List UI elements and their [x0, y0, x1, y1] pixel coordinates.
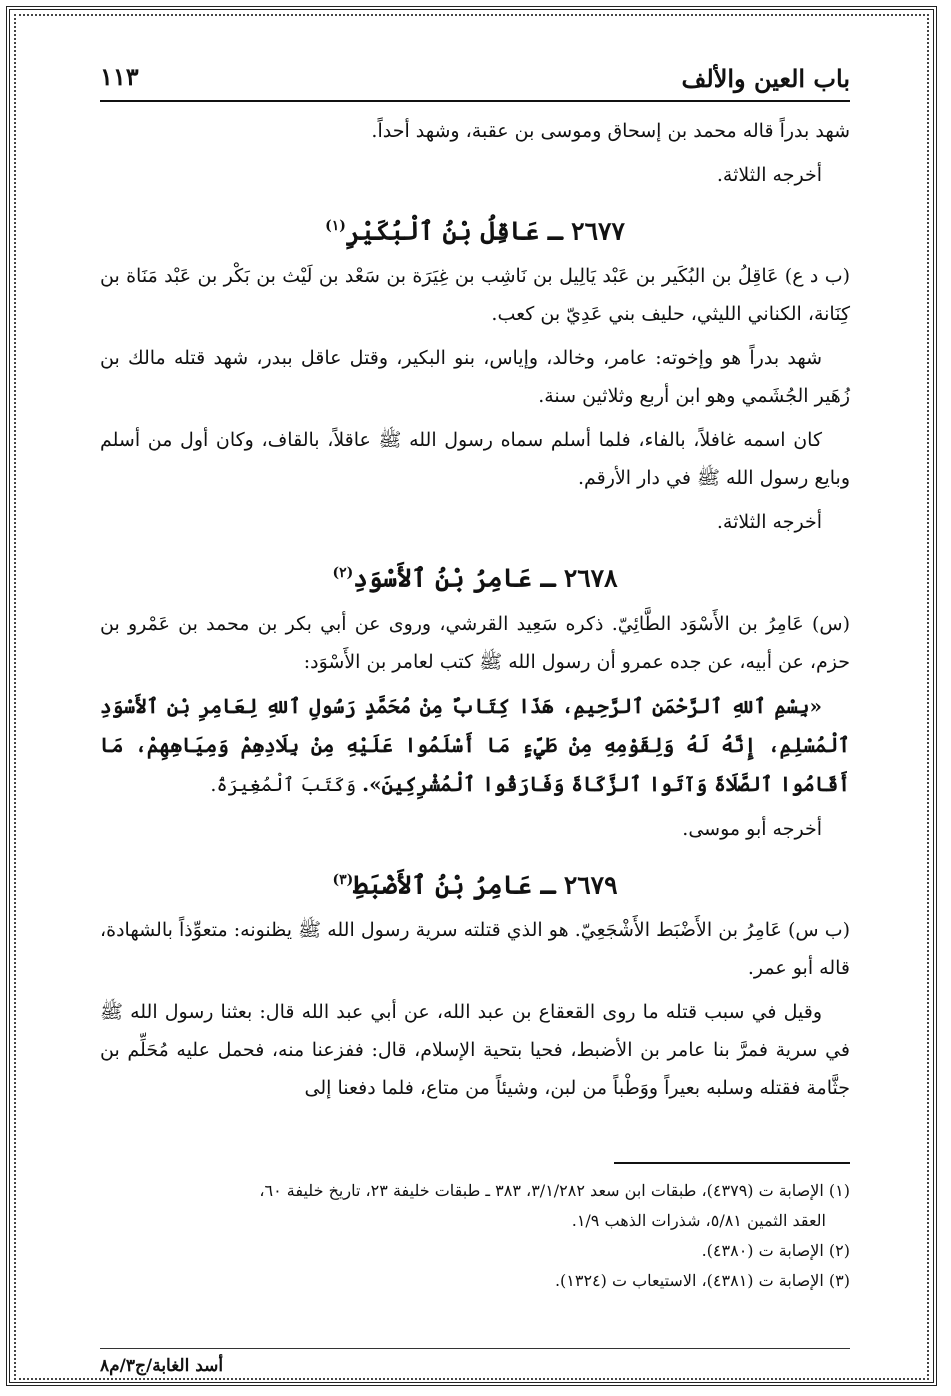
printer-signature: أسد الغابة/ج٣/م٨: [100, 1356, 224, 1376]
entry-title-text: ٢٦٧٧ ـ عَاقِلُ بْنُ ٱلْبُكَيْرِ: [345, 216, 625, 246]
letter-text: «بِسْمِ ٱللهِ ٱلرَّحْمَنِ ٱلرَّحِيمِ، هَذَا كِتَابٌ مِنْ مُحَمَّدٍ رَسُولِ ٱللهِ لِعَامِرِ بْنِ ٱلأَسْوَدِ ٱلْمُسْلِمِ، إِنَّهُ لَهُ وَلِقَوْمِهِ مِنْ طَيِّءٍ مَا أَسْلَمُوا عَلَيْهِ مِنْ بِلَادِهِمْ وَمِيَاهِهِمْ، مَا أَقَامُوا ٱلصَّلَاةَ وَآتَوا ٱلزَّكَاةَ وَفَارَقُوا ٱلْمُشْرِكِينَ».: [100, 693, 850, 796]
entry-closing: أخرجه أبو موسى.: [682, 817, 822, 840]
running-title: باب العين والألف: [681, 64, 850, 93]
letter-tail: وَكَتَبَ ٱلْمُغِيرَةُ.: [210, 773, 363, 796]
prev-entry-line: شهد بدراً قاله محمد بن إسحاق وموسى بن عقبة، وشهد أحداً.: [371, 120, 850, 142]
page-number: ١١٣: [100, 62, 139, 91]
footnote-ref: (٢): [332, 565, 354, 582]
footnote-ref: (١): [325, 218, 346, 234]
entry-paragraph: (ب د ع) عَاقِلُ بن البُكَير بن عَبْد يَالِيل بن نَاشِب بن غِيَرَة بن سَعْد بن لَيْث بن بَكْر بن عَبْد مَنَاة بن كِنَانة، الكناني الليثي، حليف بني عَدِيّ بن كعب.: [100, 265, 850, 326]
entry-title: [100, 858, 850, 907]
footnote: (٢) الإصابة ت (٤٣٨٠).: [701, 1241, 850, 1260]
entry-paragraph: كان اسمه غافلاً، بالفاء، فلما أسلم سماه رسول الله ﷺ عاقلاً، بالقاف، وكان أول من أسلم وبايع رسول الله ﷺ في دار الأرقم.: [100, 429, 850, 490]
entry-paragraph: أخرجه الثلاثة.: [716, 511, 822, 534]
entry-paragraph: (س) عَامِرُ بن الأَسْوَد الطَّائِيّ. ذكره سَعِيد القرشي، وروى عن أبي بكر بن محمد بن عَمْرو بن حزم، عن أبيه، عن جده عمرو أن رسول الله ﷺ كتب لعامر بن الأَسْوَد:: [100, 612, 850, 673]
entry-paragraph: (ب س) عَامِرُ بن الأَضْبَط الأَشْجَعِيّ. هو الذي قتلته سرية رسول الله ﷺ يظنونه: متعوِّذاً بالشهادة، قاله أبو عمر.: [100, 918, 850, 979]
entry-paragraph: وقيل في سبب قتله ما روى القعقاع بن عبد الله، عن أبي عبد الله قال: بعثنا رسول الله ﷺ في سرية فمرَّ بنا عامر بن الأضبط، فحيا بتحية الإسلام، قال: ففزعنا منه، فحمل عليه مُحَلِّم بن جثَّامة فقتله وسلبه بعيراً ووَطْباً من لبن، وشيئاً من متاع، فلما دفعنا إلى: [100, 1000, 850, 1099]
entry-title-text: ٢٦٧٨ ـ عَامِرُ بْنُ ٱلأَسْوَدِ: [353, 563, 618, 593]
entry-paragraph: شهد بدراً هو وإخوته: عامر، وخالد، وإياس، بنو البكير، وقتل عاقل ببدر، شهد قتله مالك بن زُهَير الجُشَمي وهو ابن أربع وثلاثين سنة.: [100, 347, 850, 408]
footnote-continuation: العقد الثمين ٥/٨١، شذرات الذهب ١/٩.: [571, 1211, 826, 1230]
footnote-divider: [614, 1162, 850, 1164]
prev-entry-line: أخرجه الثلاثة.: [716, 164, 822, 186]
running-header: [100, 56, 850, 102]
bottom-divider: [100, 1348, 850, 1349]
entry-title-text: ٢٦٧٩ ـ عَامِرُ بْنُ ٱلأَضْبَطِ: [353, 869, 618, 899]
footnote: (١) الإصابة ت (٤٣٧٩)، طبقات ابن سعد ٣/١/٢٨٢، ٣٨٣ ـ طبقات خليفة ٢٣، تاريخ خليفة ٦٠،: [259, 1181, 850, 1200]
footnote-ref: (٣): [332, 871, 354, 888]
letter-paragraph: [100, 687, 850, 804]
footnotes: [100, 1176, 850, 1296]
footnote: (٣) الإصابة ت (٤٣٨١)، الاستيعاب ت (١٣٢٤).: [554, 1271, 850, 1290]
entry-title: [100, 204, 850, 253]
entry-title: [100, 551, 850, 600]
body-text: [100, 112, 850, 1113]
